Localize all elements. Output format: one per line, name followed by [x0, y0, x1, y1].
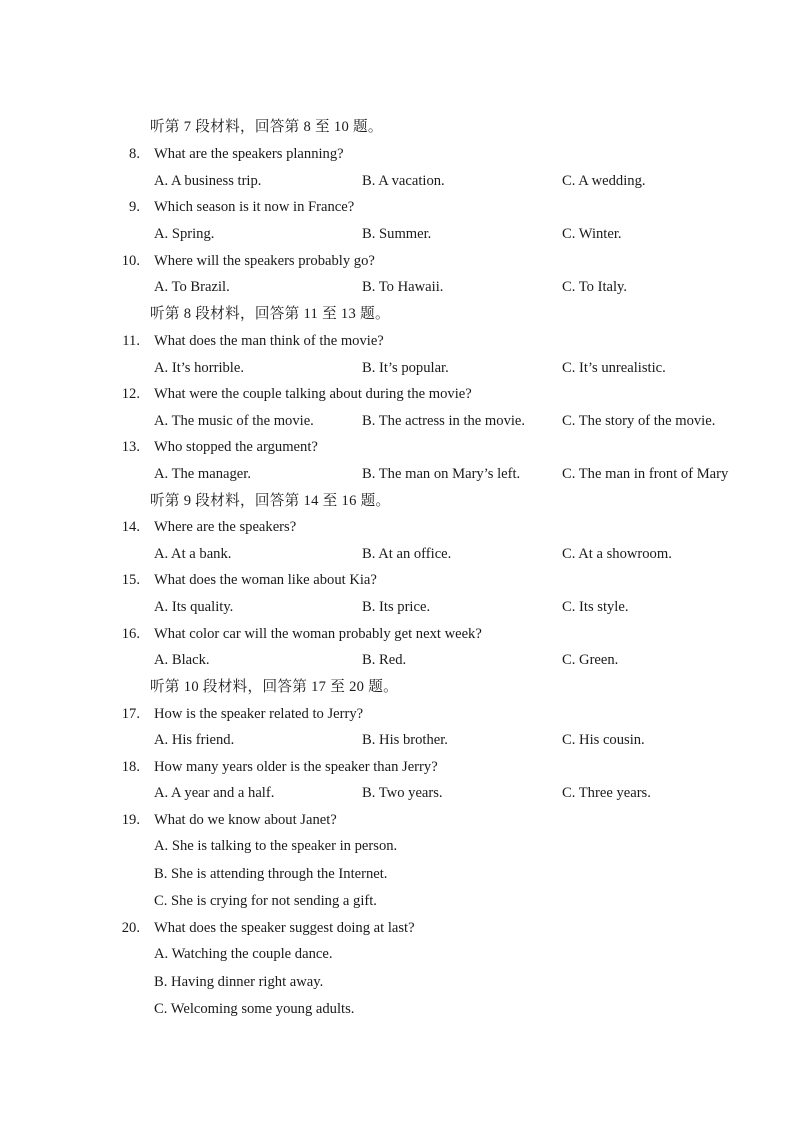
option-a: A. Black. — [154, 652, 210, 668]
row-options — [0, 649, 794, 671]
row-options — [0, 729, 794, 751]
option-c: C. Green. — [562, 652, 619, 668]
row-option-line — [0, 998, 794, 1020]
row-question — [0, 250, 794, 272]
question-text: Who stopped the argument? — [154, 439, 318, 455]
option-a: A. At a bank. — [154, 546, 232, 562]
option-b: B. Summer. — [362, 226, 432, 242]
option-b: B. The man on Mary’s left. — [362, 466, 521, 482]
row-option-line — [0, 971, 794, 993]
option-line: C. She is crying for not sending a gift. — [154, 893, 377, 909]
row-question — [0, 196, 794, 218]
row-question — [0, 143, 794, 165]
row-question — [0, 516, 794, 538]
question-text: Where are the speakers? — [154, 519, 297, 535]
option-a: A. His friend. — [154, 732, 235, 748]
option-b: B. The actress in the movie. — [362, 413, 526, 429]
row-question — [0, 756, 794, 778]
row-question — [0, 917, 794, 939]
question-number: 14. — [121, 519, 140, 535]
section-heading: 听第 9 段材料，回答第 14 至 16 题。 — [150, 493, 391, 509]
option-a: A. The manager. — [154, 466, 251, 482]
row-options — [0, 410, 794, 432]
option-line: B. She is attending through the Internet. — [154, 866, 388, 882]
question-text: What does the speaker suggest doing at last? — [154, 920, 415, 936]
option-a: A. To Brazil. — [154, 279, 230, 295]
question-number: 17. — [121, 706, 140, 722]
question-number: 8. — [129, 146, 140, 162]
question-text: What does the woman like about Kia? — [154, 572, 377, 588]
row-question — [0, 383, 794, 405]
row-section — [0, 303, 794, 325]
option-c: C. The story of the movie. — [562, 413, 716, 429]
option-line: C. Welcoming some young adults. — [154, 1001, 355, 1017]
row-option-line — [0, 863, 794, 885]
option-c: C. His cousin. — [562, 732, 645, 748]
row-section — [0, 676, 794, 698]
row-option-line — [0, 835, 794, 857]
section-heading: 听第 8 段材料，回答第 11 至 13 题。 — [150, 306, 390, 322]
option-b: B. Two years. — [362, 785, 443, 801]
option-c: C. Three years. — [562, 785, 651, 801]
section-heading: 听第 7 段材料，回答第 8 至 10 题。 — [150, 119, 383, 135]
row-question — [0, 809, 794, 831]
question-number: 16. — [121, 626, 140, 642]
option-c: C. At a showroom. — [562, 546, 672, 562]
row-option-line — [0, 943, 794, 965]
question-number: 20. — [121, 920, 140, 936]
question-text: What are the speakers planning? — [154, 146, 344, 162]
option-a: A. Spring. — [154, 226, 215, 242]
option-a: A. A year and a half. — [154, 785, 275, 801]
question-text: What does the man think of the movie? — [154, 333, 384, 349]
row-question — [0, 623, 794, 645]
question-text: Where will the speakers probably go? — [154, 253, 375, 269]
row-question — [0, 703, 794, 725]
option-c: C. To Italy. — [562, 279, 628, 295]
row-options — [0, 782, 794, 804]
option-c: C. Its style. — [562, 599, 629, 615]
option-line: A. She is talking to the speaker in person. — [154, 838, 398, 854]
option-a: A. Its quality. — [154, 599, 234, 615]
question-number: 12. — [121, 386, 140, 402]
row-section — [0, 116, 794, 138]
question-number: 15. — [121, 572, 140, 588]
option-c: C. The man in front of Mary — [562, 466, 729, 482]
option-c: C. A wedding. — [562, 173, 646, 189]
row-question — [0, 436, 794, 458]
option-b: B. At an office. — [362, 546, 452, 562]
question-text: What were the couple talking about during the movie? — [154, 386, 472, 402]
question-text: What color car will the woman probably get next week? — [154, 626, 482, 642]
row-question — [0, 330, 794, 352]
option-b: B. His brother. — [362, 732, 448, 748]
option-a: A. It’s horrible. — [154, 360, 244, 376]
option-a: A. A business trip. — [154, 173, 262, 189]
question-number: 18. — [121, 759, 140, 775]
question-text: How is the speaker related to Jerry? — [154, 706, 364, 722]
option-line: A. Watching the couple dance. — [154, 946, 333, 962]
row-section — [0, 490, 794, 512]
row-options — [0, 223, 794, 245]
option-line: B. Having dinner right away. — [154, 974, 324, 990]
option-b: B. Its price. — [362, 599, 431, 615]
option-b: B. Red. — [362, 652, 407, 668]
row-options — [0, 596, 794, 618]
row-options — [0, 276, 794, 298]
question-text: How many years older is the speaker than Jerry? — [154, 759, 438, 775]
option-b: B. It’s popular. — [362, 360, 449, 376]
row-options — [0, 463, 794, 485]
question-number: 13. — [121, 439, 140, 455]
row-options — [0, 543, 794, 565]
option-b: B. To Hawaii. — [362, 279, 444, 295]
option-a: A. The music of the movie. — [154, 413, 314, 429]
option-c: C. Winter. — [562, 226, 622, 242]
row-option-line — [0, 890, 794, 912]
section-heading: 听第 10 段材料，回答第 17 至 20 题。 — [150, 679, 398, 695]
row-options — [0, 357, 794, 379]
question-number: 9. — [129, 199, 140, 215]
option-c: C. It’s unrealistic. — [562, 360, 666, 376]
option-b: B. A vacation. — [362, 173, 445, 189]
question-number: 10. — [121, 253, 140, 269]
question-number: 19. — [121, 812, 140, 828]
question-number: 11. — [122, 333, 140, 349]
row-options — [0, 170, 794, 192]
question-text: What do we know about Janet? — [154, 812, 337, 828]
question-text: Which season is it now in France? — [154, 199, 355, 215]
row-question — [0, 569, 794, 591]
